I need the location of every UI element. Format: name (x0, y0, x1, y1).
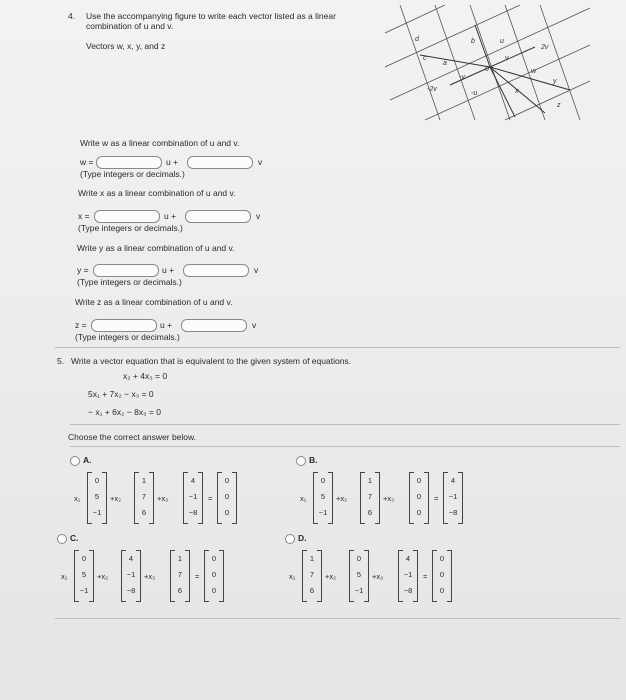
fig-label-b: b (471, 38, 475, 45)
coef-x2: +x₂ (110, 494, 122, 503)
divider (55, 347, 620, 348)
vector-entry: 5 (81, 570, 87, 579)
vector-3 (398, 550, 418, 602)
fig-label-2v: 2v (541, 44, 549, 51)
option-c-radio[interactable] (57, 534, 67, 544)
option-d[interactable] (285, 533, 500, 608)
coef-x1: x₁ (74, 494, 81, 503)
vector-entry: 0 (320, 476, 326, 485)
vector-entry: 7 (177, 570, 183, 579)
vector-entry: 6 (309, 586, 315, 595)
vector-entry: 5 (320, 492, 326, 501)
vector-entry: 0 (224, 476, 230, 485)
z-u-coefficient-input[interactable] (91, 319, 157, 332)
fig-label-u: u (500, 38, 504, 45)
vector-entry: 4 (405, 554, 411, 563)
q5-number: 5. (57, 356, 65, 366)
vector-entry: −1 (126, 570, 136, 579)
vector-3 (170, 550, 190, 602)
vector-entry: −8 (126, 586, 136, 595)
vector-3 (409, 472, 429, 524)
fig-label-0: 0 (485, 66, 489, 73)
divider (70, 446, 620, 447)
option-d-radio[interactable] (285, 534, 295, 544)
fig-label-x: x (515, 88, 519, 95)
q4-w-end: v (258, 157, 263, 167)
vector-lattice-figure (385, 5, 595, 125)
q4-z-mid: u + (160, 320, 173, 330)
vector-entry: −8 (403, 586, 413, 595)
fig-label-a: a (443, 60, 447, 67)
vector-entry: 1 (309, 554, 315, 563)
vector-entry: 7 (309, 570, 315, 579)
option-c[interactable] (57, 533, 272, 608)
vector-entry: 6 (177, 586, 183, 595)
fig-label-z: z (557, 102, 561, 109)
vector-entry: 0 (211, 570, 217, 579)
equals-sign: = (423, 572, 428, 581)
vector-entry: 0 (224, 508, 230, 517)
q5-prompt: Write a vector equation that is equivalent to the given system of equations. (71, 356, 352, 366)
coef-x3: +x₃ (383, 494, 395, 503)
vector-entry: −1 (403, 570, 413, 579)
option-c-label: C. (70, 533, 79, 543)
vector-entry: 6 (367, 508, 373, 517)
coef-x2: +x₂ (325, 572, 337, 581)
q4-x-mid: u + (164, 211, 177, 221)
vector-entry: 0 (416, 508, 422, 517)
fig-label-neg2v: -2v (427, 86, 437, 93)
vector-entry: −1 (448, 492, 458, 501)
fig-label-negv: -v (459, 74, 465, 81)
vector-entry: 1 (177, 554, 183, 563)
fig-label-v: v (505, 55, 509, 62)
vector-entry: 0 (416, 476, 422, 485)
vector-entry: −1 (79, 586, 89, 595)
q4-y-instruction: Write y as a linear combination of u and v. (77, 243, 235, 253)
vector-entry: −1 (92, 508, 102, 517)
coef-x3: +x₃ (157, 494, 169, 503)
vector-entry: 4 (128, 554, 134, 563)
q4-x-hint: (Type integers or decimals.) (78, 223, 183, 233)
vector-entry: 0 (211, 554, 217, 563)
vector-entry: 6 (141, 508, 147, 517)
q4-w-hint: (Type integers or decimals.) (80, 169, 185, 179)
vector-entry: 0 (439, 570, 445, 579)
equals-sign: = (208, 494, 213, 503)
q4-y-lhs: y = (77, 265, 89, 275)
divider (55, 618, 620, 619)
vector-entry: 7 (141, 492, 147, 501)
q4-x-instruction: Write x as a linear combination of u and v. (78, 188, 236, 198)
vector-entry: 0 (211, 586, 217, 595)
z-v-coefficient-input[interactable] (181, 319, 247, 332)
q5-equation-1: x₂ + 4x₃ = 0 (123, 371, 168, 381)
q5-equation-2: 5x₁ + 7x₂ − x₃ = 0 (88, 389, 154, 399)
q4-y-hint: (Type integers or decimals.) (77, 277, 182, 287)
w-u-coefficient-input[interactable] (96, 156, 162, 169)
vector-entry: 0 (416, 492, 422, 501)
vector-1 (87, 472, 107, 524)
option-b-label: B. (309, 455, 318, 465)
vector-entry: 0 (356, 554, 362, 563)
y-v-coefficient-input[interactable] (183, 264, 249, 277)
vector-entry: 0 (439, 554, 445, 563)
vector-2 (349, 550, 369, 602)
q4-z-instruction: Write z as a linear combination of u and v. (75, 297, 233, 307)
q4-number: 4. (68, 11, 76, 21)
coef-x2: +x₂ (336, 494, 348, 503)
coef-x1: x₁ (289, 572, 296, 581)
vector-entry: 4 (450, 476, 456, 485)
q4-y-mid: u + (162, 265, 175, 275)
vector-entry: 1 (141, 476, 147, 485)
divider (70, 424, 620, 425)
vector-entry: −8 (188, 508, 198, 517)
q4-z-end: v (252, 320, 257, 330)
vector-entry: −1 (354, 586, 364, 595)
coef-x1: x₁ (61, 572, 68, 581)
vector-entry: 1 (367, 476, 373, 485)
vector-entry: 0 (439, 586, 445, 595)
q4-x-lhs: x = (78, 211, 90, 221)
coef-x3: +x₃ (372, 572, 384, 581)
rhs-vector (432, 550, 452, 602)
q4-prompt-line1: Use the accompanying figure to write each vector listed as a linear (86, 11, 336, 21)
vector-entry: 7 (367, 492, 373, 501)
vector-2 (360, 472, 380, 524)
w-v-coefficient-input[interactable] (187, 156, 253, 169)
q4-x-end: v (256, 211, 261, 221)
vector-2 (121, 550, 141, 602)
option-b-radio[interactable] (296, 456, 306, 466)
q4-w-mid: u + (166, 157, 179, 167)
option-a-radio[interactable] (70, 456, 80, 466)
y-u-coefficient-input[interactable] (93, 264, 159, 277)
rhs-vector (217, 472, 237, 524)
vector-entry: −1 (188, 492, 198, 501)
vector-1 (302, 550, 322, 602)
q5-equation-3: − x₁ + 6x₂ − 8x₃ = 0 (88, 407, 161, 417)
fig-label-y: y (553, 78, 557, 85)
q4-z-lhs: z = (75, 320, 87, 330)
vector-1 (313, 472, 333, 524)
vector-entry: −8 (448, 508, 458, 517)
coef-x3: +x₃ (144, 572, 156, 581)
vector-entry: 5 (94, 492, 100, 501)
x-u-coefficient-input[interactable] (94, 210, 160, 223)
vector-entry: 0 (94, 476, 100, 485)
equals-sign: = (434, 494, 439, 503)
vector-1 (74, 550, 94, 602)
fig-label-w: w (531, 68, 537, 75)
option-a-label: A. (83, 455, 92, 465)
coef-x1: x₁ (300, 494, 307, 503)
vector-entry: 0 (224, 492, 230, 501)
vector-entry: 4 (190, 476, 196, 485)
q4-w-instruction: Write w as a linear combination of u and v. (80, 138, 240, 148)
rhs-vector (204, 550, 224, 602)
fig-label-c: c (423, 55, 427, 62)
fig-label-d: d (415, 36, 419, 43)
option-a[interactable] (70, 455, 285, 530)
vector-entry: 0 (81, 554, 87, 563)
option-d-label: D. (298, 533, 307, 543)
vector-3 (183, 472, 203, 524)
x-v-coefficient-input[interactable] (185, 210, 251, 223)
fig-label-negu: -u (471, 90, 478, 97)
q5-choose-text: Choose the correct answer below. (68, 432, 197, 442)
vector-entry: −1 (318, 508, 328, 517)
coef-x2: +x₂ (97, 572, 109, 581)
option-b[interactable] (296, 455, 511, 530)
q4-z-hint: (Type integers or decimals.) (75, 332, 180, 342)
vector-entry: 5 (356, 570, 362, 579)
vector-2 (134, 472, 154, 524)
q4-vectors-text: Vectors w, x, y, and z (86, 41, 166, 51)
q4-w-lhs: w = (80, 157, 94, 167)
q4-prompt-line2: combination of u and v. (86, 21, 174, 31)
equals-sign: = (195, 572, 200, 581)
rhs-vector (443, 472, 463, 524)
q4-y-end: v (254, 265, 259, 275)
